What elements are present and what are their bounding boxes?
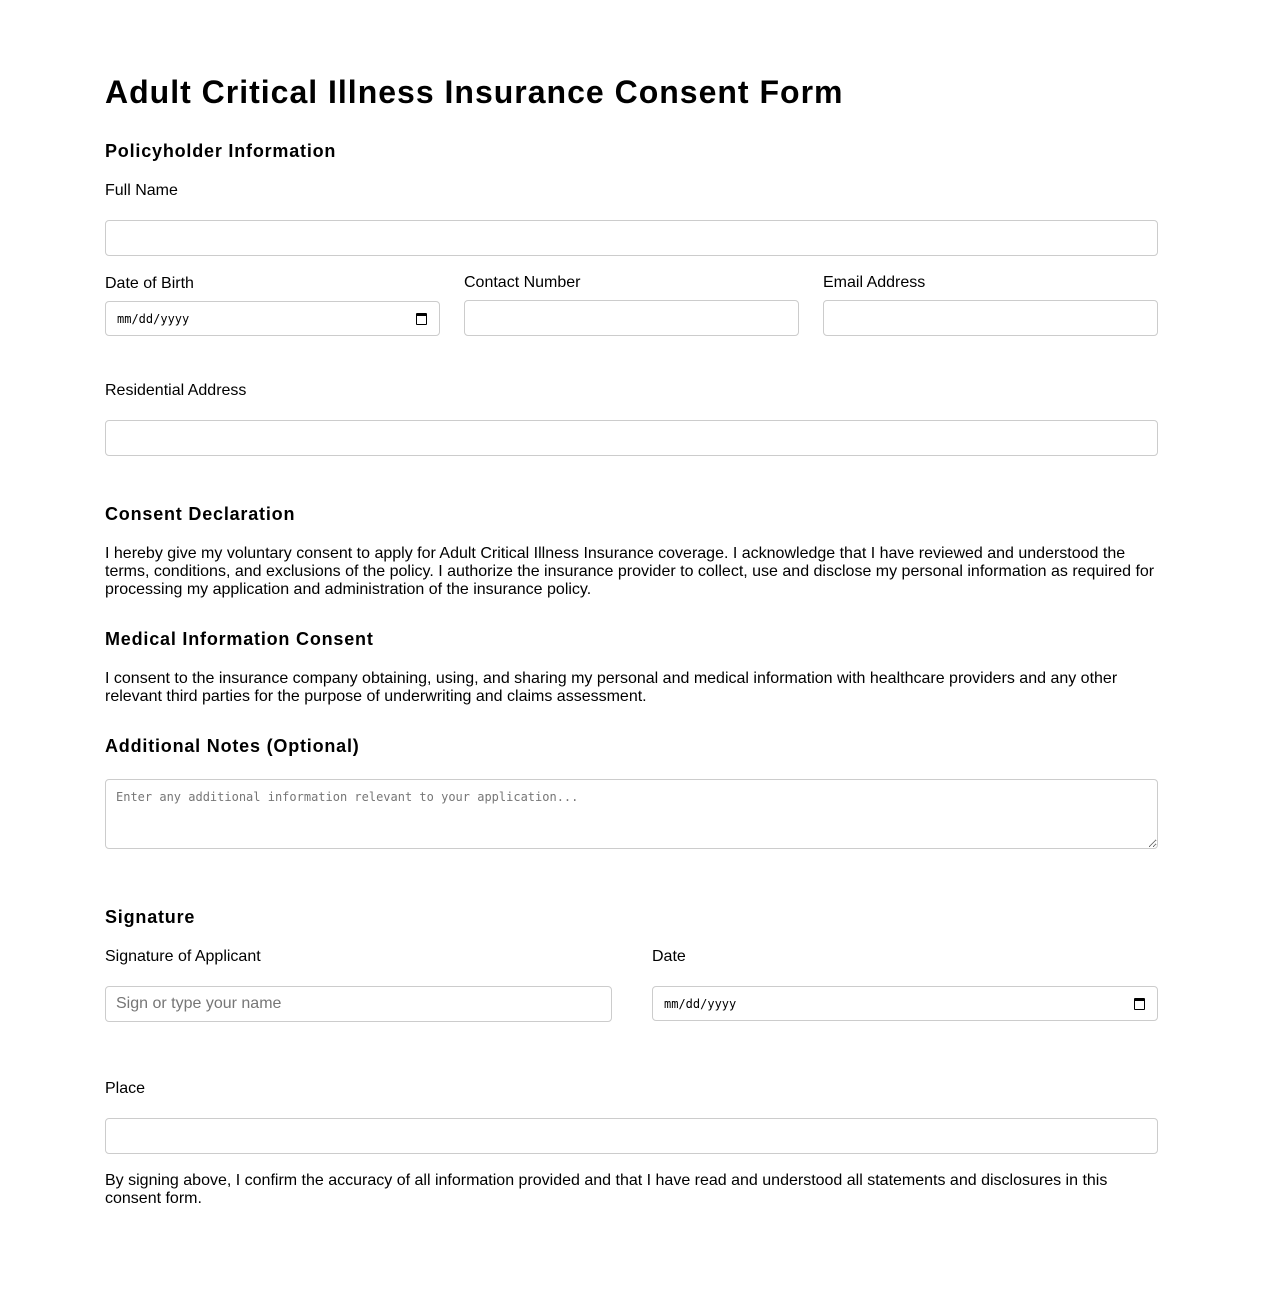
full-name-input[interactable] — [105, 220, 1158, 256]
place-label: Place — [105, 1080, 146, 1097]
consent-text: I hereby give my voluntary consent to apply for Adult Critical Illness Insurance coverage. I acknowledge that I have reviewed and understood the terms, conditions, and exclusions of the policy. I authorize the insurance provider to collect, use and disclose my personal information as required for processing my application and administration of the insurance policy. — [105, 545, 1155, 598]
dob-label: Date of Birth — [105, 275, 194, 292]
applicant-signature-input[interactable] — [105, 986, 612, 1022]
signature-date-input[interactable] — [652, 986, 1158, 1021]
contact-number-input[interactable] — [464, 300, 799, 336]
address-input[interactable] — [105, 420, 1158, 456]
full-name-label: Full Name — [105, 182, 178, 199]
signature-date-label: Date — [652, 948, 686, 965]
calendar-icon[interactable] — [416, 313, 427, 325]
applicant-signature-label: Signature of Applicant — [105, 948, 261, 965]
medical-text: I consent to the insurance company obtaining, using, and sharing my personal and medical information with healthcare providers and any other relevant third parties for the purpose of underwriting and claims assessment. — [105, 670, 1118, 705]
place-input[interactable] — [105, 1118, 1158, 1154]
policyholder-heading: Policyholder Information — [105, 141, 337, 161]
signature-date-placeholder: mm/dd/yyyy — [664, 997, 737, 1011]
dob-input[interactable] — [105, 301, 440, 336]
email-input[interactable] — [823, 300, 1158, 336]
dob-placeholder: mm/dd/yyyy — [117, 312, 190, 326]
consent-heading: Consent Declaration — [105, 504, 296, 524]
page-title: Adult Critical Illness Insurance Consent Form — [105, 74, 844, 110]
address-label: Residential Address — [105, 382, 247, 399]
confirmation-text: By signing above, I confirm the accuracy of all information provided and that I have read and understood all statements and disclosures in this consent form. — [105, 1172, 1108, 1207]
email-label: Email Address — [823, 274, 926, 291]
medical-heading: Medical Information Consent — [105, 629, 374, 649]
notes-textarea[interactable] — [105, 779, 1158, 849]
signature-heading: Signature — [105, 907, 196, 927]
calendar-icon[interactable] — [1134, 998, 1145, 1010]
notes-heading: Additional Notes (Optional) — [105, 736, 360, 756]
contact-number-label: Contact Number — [464, 274, 581, 291]
